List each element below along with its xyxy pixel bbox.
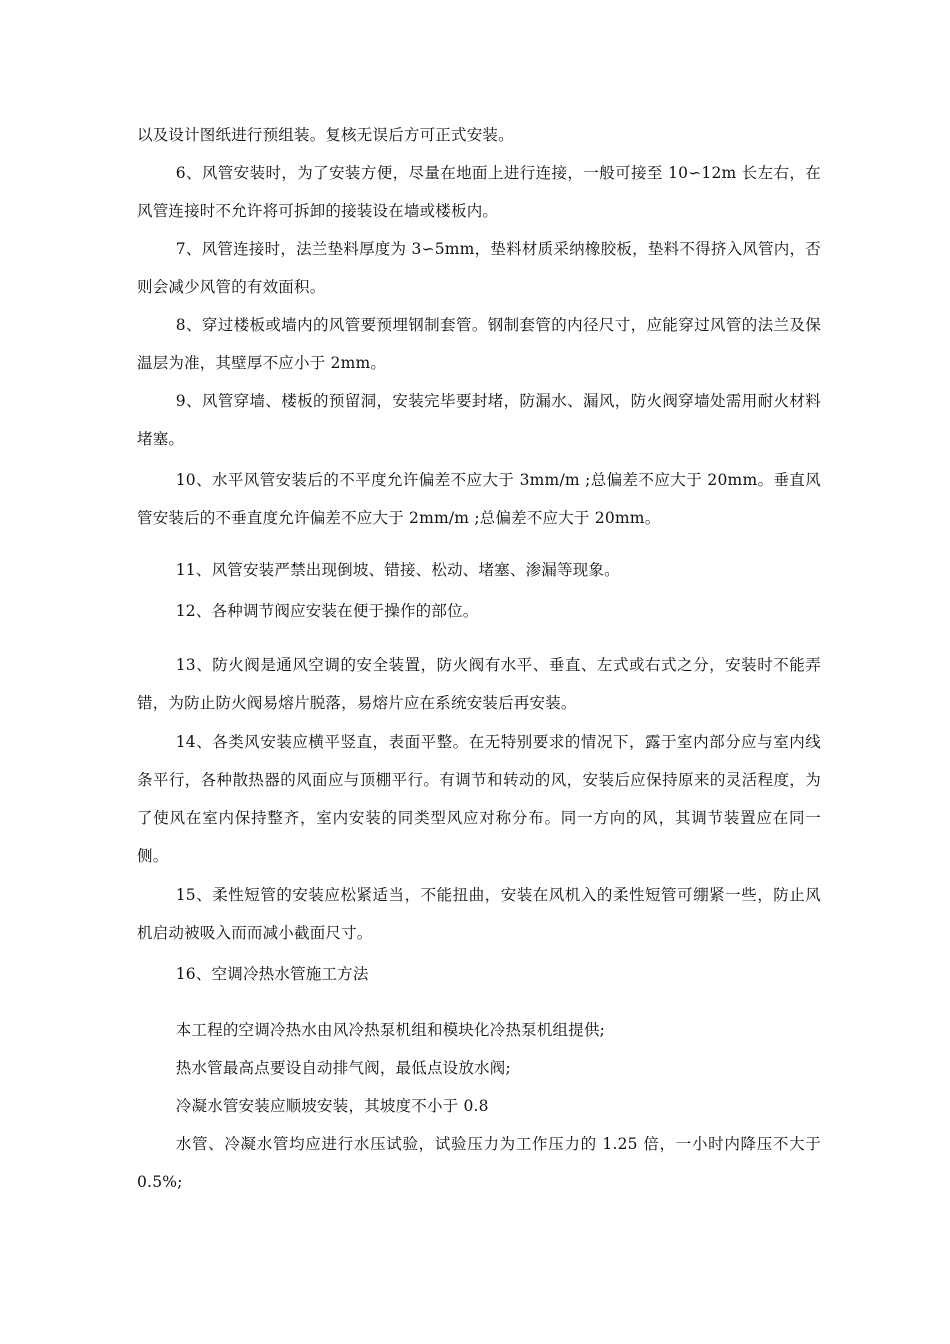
paragraph-pressure-test: 水管、冷凝水管均应进行水压试验，试验压力为工作压力的 1.25 倍，一小时内降压不大于 0.5%; [137, 1135, 821, 1191]
paragraph-item-9: 9、风管穿墙、楼板的预留洞，安装完毕要封堵，防漏水、漏风，防火阀穿墙处需用耐火材料堵塞。 [137, 392, 821, 448]
paragraph-condensate-slope: 冷凝水管安装应顺坡安装，其坡度不小于 0.8 [175, 1097, 489, 1115]
paragraph-item-11: 11、风管安装严禁出现倒坡、错接、松动、堵塞、渗漏等现象。 [175, 561, 620, 579]
paragraph-exhaust-valve: 热水管最高点要设自动排气阀，最低点设放水阀; [175, 1059, 511, 1077]
paragraph-item-6: 6、风管安装时，为了安装方便，尽量在地面上进行连接，一般可接至 10∽12m 长左右，在风管连接时不允许将可拆卸的接装设在墙或楼板内。 [137, 164, 821, 220]
paragraph-item-8: 8、穿过楼板或墙内的风管要预埋钢制套管。钢制套管的内径尺寸，应能穿过风管的法兰及保温层为准，其壁厚不应小于 2mm。 [137, 316, 821, 372]
paragraph-item-7: 7、风管连接时，法兰垫料厚度为 3∽5mm，垫料材质采纳橡胶板，垫料不得挤入风管内，否则会减少风管的有效面积。 [137, 240, 821, 296]
paragraph-item-13: 13、防火阀是通风空调的安全装置，防火阀有水平、垂直、左式或右式之分，安装时不能弄错，为防止防火阀易熔片脱落，易熔片应在系统安装后再安装。 [137, 656, 821, 712]
paragraph-item-12: 12、各种调节阀应安装在便于操作的部位。 [175, 602, 479, 620]
paragraph-item-16: 16、空调冷热水管施工方法 [175, 965, 369, 983]
paragraph-item-10: 10、水平风管安装后的不平度允许偏差不应大于 3mm/m ;总偏差不应大于 20mm。垂直风管安装后的不垂直度允许偏差不应大于 2mm/m ;总偏差不应大于 20mm。 [137, 471, 821, 527]
paragraph-water-source: 本工程的空调冷热水由风冷热泵机组和模块化冷热泵机组提供; [175, 1021, 606, 1039]
paragraph-item-15: 15、柔性短管的安装应松紧适当，不能扭曲，安装在风机入的柔性短管可绷紧一些，防止风机启动被吸入而而减小截面尺寸。 [137, 886, 821, 942]
paragraph-item-14: 14、各类风安装应横平竖直，表面平整。在无特别要求的情况下，露于室内部分应与室内线条平行，各种散热器的风面应与顶棚平行。有调节和转动的风，安装后应保持原来的灵活程度，为了使风在室内保持整齐，室内安装的同类型风应对称分布。同一方向的风，其调节装置应在同一侧。 [137, 733, 821, 865]
paragraph-continuation: 以及设计图纸进行预组装。复核无误后方可正式安装。 [137, 126, 514, 144]
